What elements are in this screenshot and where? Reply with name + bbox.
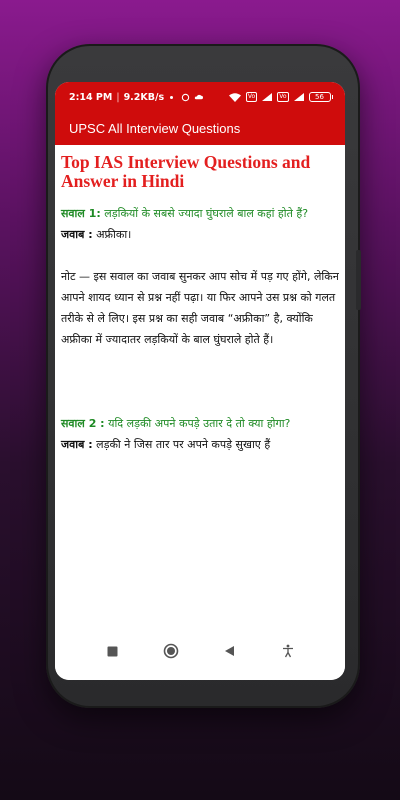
cloud-notification-icon bbox=[194, 93, 203, 102]
question-1-text: लड़कियों के सबसे ज्यादा घुंघराले बाल कहां होते हैं? bbox=[100, 207, 309, 220]
recents-square-icon bbox=[107, 646, 118, 657]
answer-1 bbox=[61, 224, 339, 245]
answer-1-text: अफ्रीका। bbox=[92, 228, 132, 241]
status-separator: | bbox=[116, 91, 120, 103]
back-triangle-icon bbox=[224, 645, 235, 657]
spacer bbox=[61, 350, 339, 392]
notification-dot-icon bbox=[170, 96, 173, 99]
battery-icon bbox=[309, 92, 334, 102]
home-circle-icon bbox=[163, 643, 179, 659]
note-paragraph: नोट — इस सवाल का जवाब सुनकर आप सोच में पड़ गए होंगे, लेकिन आपने शायद ध्यान से प्रश्न नहीं पढ़ा। या फिर आपने उस प्रश्न को गलत तरीके से ले लिए। इस प्रश्न का सही जवाब “अफ्रीका” है, क्योंकि अफ्रीका में ज्यादातर लड़कियों के बाल घुंघराले होते हैं। bbox=[61, 270, 339, 346]
app-bar bbox=[55, 112, 345, 145]
question-2-label: सवाल 2 : bbox=[61, 417, 105, 430]
app-bar-title: UPSC All Interview Questions bbox=[69, 121, 241, 136]
sync-notification-icon bbox=[181, 93, 190, 102]
phone-screen bbox=[55, 82, 345, 680]
status-network-speed: 9.2KB/s bbox=[123, 91, 165, 103]
signal-sim2-icon bbox=[293, 92, 305, 102]
volte-icon: Vo bbox=[247, 93, 256, 100]
answer-2 bbox=[61, 434, 339, 455]
answer-1-label: जवाब : bbox=[61, 228, 93, 241]
question-2-text: यदि लड़की अपने कपड़े उतार दे तो क्या होगा? bbox=[104, 417, 291, 430]
home-button[interactable] bbox=[156, 636, 186, 666]
accessibility-button[interactable] bbox=[273, 636, 303, 666]
question-1-label: सवाल 1: bbox=[61, 207, 101, 220]
question-2 bbox=[61, 413, 339, 434]
status-bar bbox=[55, 82, 345, 112]
accessibility-icon bbox=[281, 644, 295, 658]
battery-level: 56 bbox=[315, 93, 324, 101]
volume-button bbox=[356, 250, 361, 310]
spacer bbox=[61, 245, 339, 266]
back-button[interactable] bbox=[214, 636, 244, 666]
signal-sim1-icon bbox=[261, 92, 273, 102]
volte-icon-2: Vo bbox=[279, 93, 287, 100]
article-content[interactable] bbox=[55, 145, 345, 622]
question-1 bbox=[61, 203, 339, 224]
answer-2-text: लड़की ने जिस तार पर अपने कपड़े सुखाए हैं bbox=[92, 438, 271, 451]
answer-2-label: जवाब : bbox=[61, 438, 93, 451]
system-nav-bar bbox=[55, 622, 345, 680]
spacer bbox=[61, 392, 339, 413]
status-time: 2:14 PM bbox=[69, 91, 113, 103]
article-heading: Top IAS Interview Questions and Answer in Hindi bbox=[61, 152, 311, 191]
recents-button[interactable] bbox=[97, 636, 127, 666]
wifi-icon bbox=[228, 92, 242, 103]
